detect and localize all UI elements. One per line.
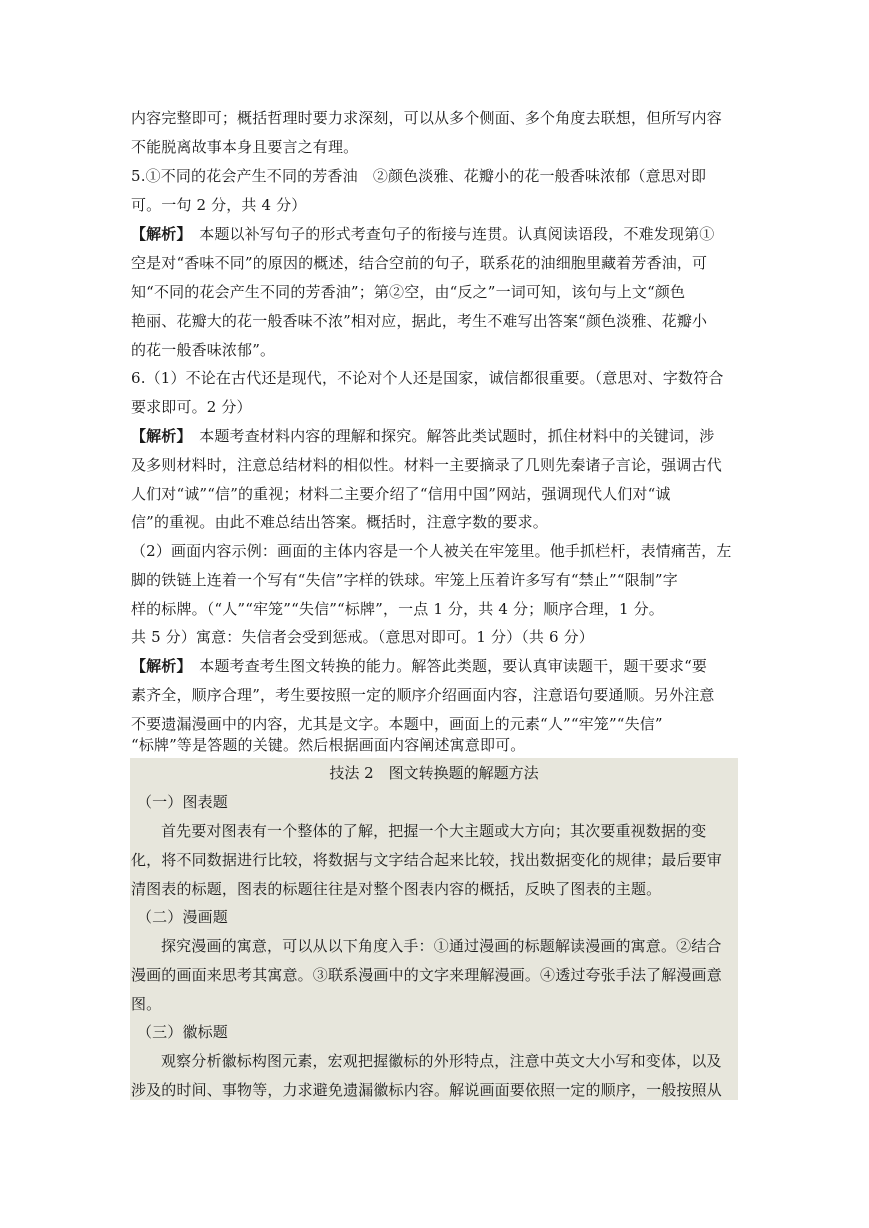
analysis-text: 本题考查考生图文转换的能力。解答此类题，要认真审读题干，题干要求“要	[184, 657, 708, 675]
section-heading-logos: （三）徽标题	[137, 1023, 228, 1041]
text-line: 脚的铁链上连着一个写有“失信”字样的铁球。牢笼上压着许多写有“禁止”“限制”字	[131, 571, 678, 589]
text-line: 化，将不同数据进行比较，将数据与文字结合起来比较，找出数据变化的规律；最后要审	[131, 851, 722, 869]
text-line: 要求即可。2 分）	[131, 398, 252, 416]
analysis-6-2	[131, 656, 741, 676]
text-line: 知“不同的花会产生不同的芳香油”；第②空，由“反之”一词可知，该句与上文“颜色	[131, 283, 686, 301]
technique-title: 技法 2 图文转换题的解题方法	[329, 764, 539, 782]
section-heading-cartoons: （二）漫画题	[137, 908, 228, 926]
text-line: 素齐全，顺序合理”，考生要按照一定的顺序介绍画面内容，注意语句要通顺。另外注意	[131, 686, 715, 704]
text-line: 的花一般香味浓郁”。	[131, 341, 276, 359]
analysis-tag: 【解析】	[131, 225, 185, 243]
text-line: 图。	[131, 995, 162, 1013]
answer-6-2: （2）画面内容示例：画面的主体内容是一个人被关在牢笼里。他手抓栏杆，表情痛苦，左	[131, 542, 732, 560]
text-line: “标牌”等是答题的关键。然后根据画面内容阐述寓意即可。	[131, 736, 526, 754]
text-line: 可。一句 2 分，共 4 分）	[131, 196, 307, 214]
text-line: 空是对“香味不同”的原因的概述，结合空前的句子，联系花的油细胞里藏着芳香油，可	[131, 254, 708, 272]
answer-5: 5.①不同的花会产生不同的芳香油 ②颜色淡雅、花瓣小的花一般香味浓郁（意思对即	[131, 167, 707, 185]
analysis-text: 本题考查材料内容的理解和探究。解答此类试题时，抓住材料中的关键词，涉	[184, 427, 715, 445]
analysis-6-1	[131, 426, 741, 446]
text-line: 首先要对图表有一个整体的了解，把握一个大主题或大方向；其次要重视数据的变	[161, 822, 707, 840]
analysis-tag: 【解析】	[131, 657, 185, 675]
text-line: 涉及的时间、事物等，力求避免遗漏徽标内容。解说画面要依照一定的顺序，一般按照从	[131, 1081, 722, 1099]
analysis-5	[131, 224, 741, 244]
text-line: 样的标牌。（“人”“牢笼”“失信”“标牌”，一点 1 分，共 4 分；顺序合理，1 分。	[131, 600, 664, 618]
text-line: 内容完整即可；概括哲理时要力求深刻，可以从多个侧面、多个角度去联想，但所写内容	[131, 109, 722, 127]
answer-6-1: 6.（1）不论在古代还是现代，不论对个人还是国家，诚信都很重要。（意思对、字数符合	[131, 369, 724, 387]
text-line: 及多则材料时，注意总结材料的相似性。材料一主要摘录了几则先秦诸子言论，强调古代	[131, 456, 722, 474]
text-line: 清图表的标题，图表的标题往往是对整个图表内容的概括，反映了图表的主题。	[131, 880, 662, 898]
text-line: 探究漫画的寓意，可以从以下角度入手：①通过漫画的标题解读漫画的寓意。②结合	[161, 937, 722, 955]
text-line: 人们对“诚”“信”的重视；材料二主要介绍了“信用中国”网站，强调现代人们对“诚	[131, 485, 671, 503]
analysis-tag: 【解析】	[131, 427, 185, 445]
text-line: 艳丽、花瓣大的花一般香味不浓”相对应，据此，考生不难写出答案“颜色淡雅、花瓣小	[131, 312, 708, 330]
text-line: 不能脱离故事本身且要言之有理。	[131, 138, 359, 156]
text-line: 观察分析徽标构图元素，宏观把握徽标的外形特点，注意中英文大小写和变体，以及	[161, 1052, 722, 1070]
text-line: 不要遗漏漫画中的内容，尤其是文字。本题中，画面上的元素“人”“牢笼”“失信”	[131, 715, 663, 733]
section-heading-charts: （一）图表题	[137, 793, 228, 811]
analysis-text: 本题以补写句子的形式考查句子的衔接与连贯。认真阅读语段，不难发现第①	[184, 225, 715, 243]
text-line: 信”的重视。由此不难总结出答案。概括时，注意字数的要求。	[131, 513, 548, 531]
text-line: 漫画的画面来思考其寓意。③联系漫画中的文字来理解漫画。④透过夸张手法了解漫画意	[131, 966, 722, 984]
text-line: 共 5 分）寓意：失信者会受到惩戒。（意思对即可。1 分）（共 6 分）	[131, 628, 594, 646]
